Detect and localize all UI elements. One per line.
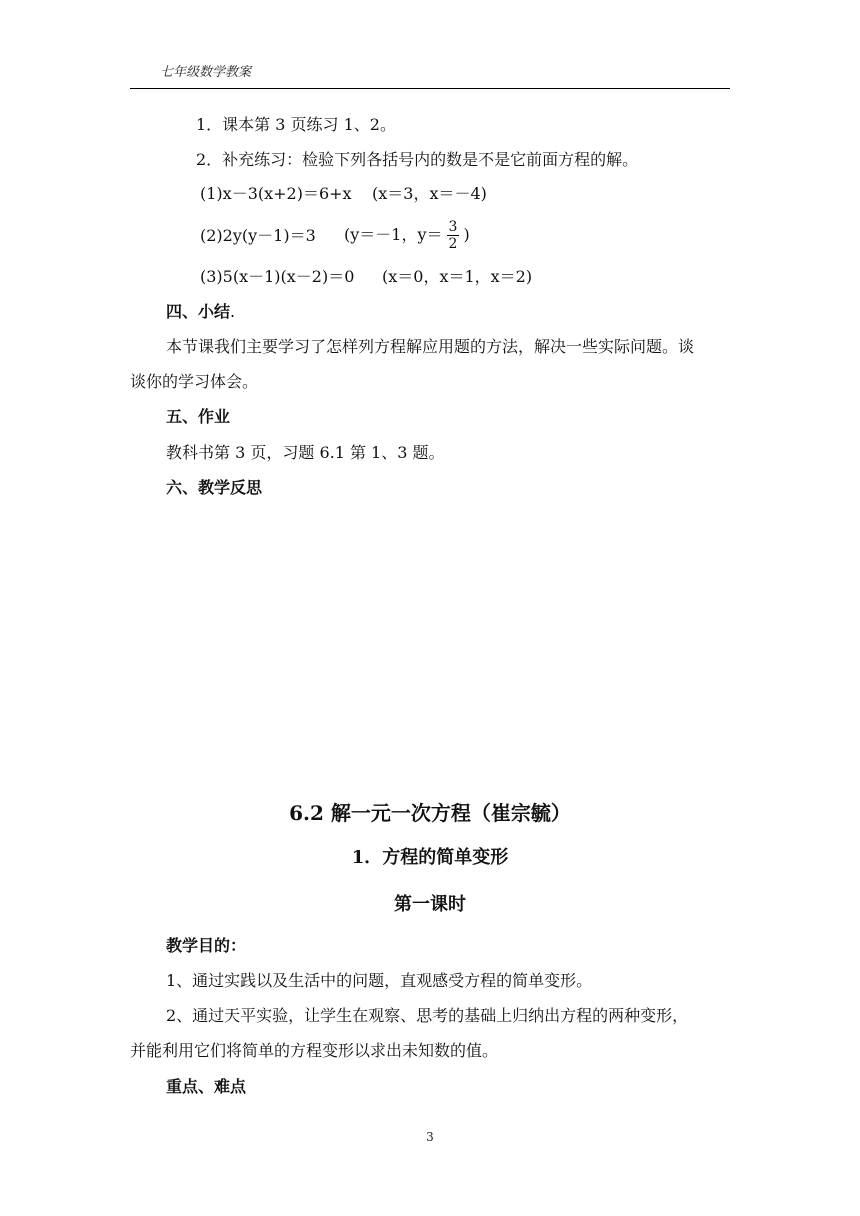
equation-1: (1)x－3(x+2)＝6+x (200, 184, 352, 203)
header-title: 七年级数学教案 (160, 65, 252, 80)
equation-2-candidates-suffix: ) (463, 225, 470, 244)
fraction-three-halves (447, 219, 460, 252)
objective-item-1: 1、通过实践以及生活中的问题，直观感受方程的简单变形。 (166, 971, 593, 990)
equation-2-candidates (344, 217, 470, 253)
equation-2-candidates-prefix: (y＝－1，y＝ (344, 225, 443, 244)
section-title: 6.2 解一元一次方程（崔宗毓） (289, 801, 571, 825)
summary-heading-row (166, 302, 235, 322)
equation-2: (2)2y(y－1)＝3 (200, 226, 316, 245)
equation-3-candidates: (x＝0，x＝1，x＝2) (382, 267, 533, 286)
equation-3: (3)5(x－1)(x－2)＝0 (200, 267, 355, 286)
objectives-heading: 教学目的： (166, 936, 247, 955)
summary-text-line-2: 谈你的学习体会。 (130, 372, 259, 391)
equation-1-candidates: (x＝3，x＝－4) (372, 184, 487, 203)
reflection-heading: 六、教学反思 (166, 478, 263, 497)
page-number: 3 (426, 1130, 434, 1144)
homework-heading: 五、作业 (166, 407, 231, 426)
fraction-denominator: 2 (448, 236, 458, 252)
key-points-heading: 重点、难点 (166, 1077, 247, 1096)
objective-item-2-line-2: 并能利用它们将简单的方程变形以求出未知数的值。 (130, 1041, 499, 1060)
summary-text-line-1: 本节课我们主要学习了怎样列方程解应用题的方法，解决一些实际问题。谈 (166, 337, 695, 356)
header-rule (130, 88, 730, 89)
exercise-item-1: 1．课本第 3 页练习 1、2。 (196, 115, 396, 134)
homework-text: 教科书第 3 页，习题 6.1 第 1、3 题。 (166, 443, 445, 462)
fraction-numerator: 3 (448, 219, 458, 235)
summary-heading: 四、小结 (166, 302, 231, 321)
exercise-item-2: 2．补充练习：检验下列各括号内的数是不是它前面方程的解。 (196, 150, 639, 169)
section-subtitle: 1．方程的简单变形 (351, 847, 509, 868)
summary-heading-dot: . (230, 302, 236, 321)
objective-item-2-line-1: 2、通过天平实验，让学生在观察、思考的基础上归纳出方程的两种变形， (166, 1006, 689, 1025)
lesson-title: 第一课时 (394, 894, 466, 915)
